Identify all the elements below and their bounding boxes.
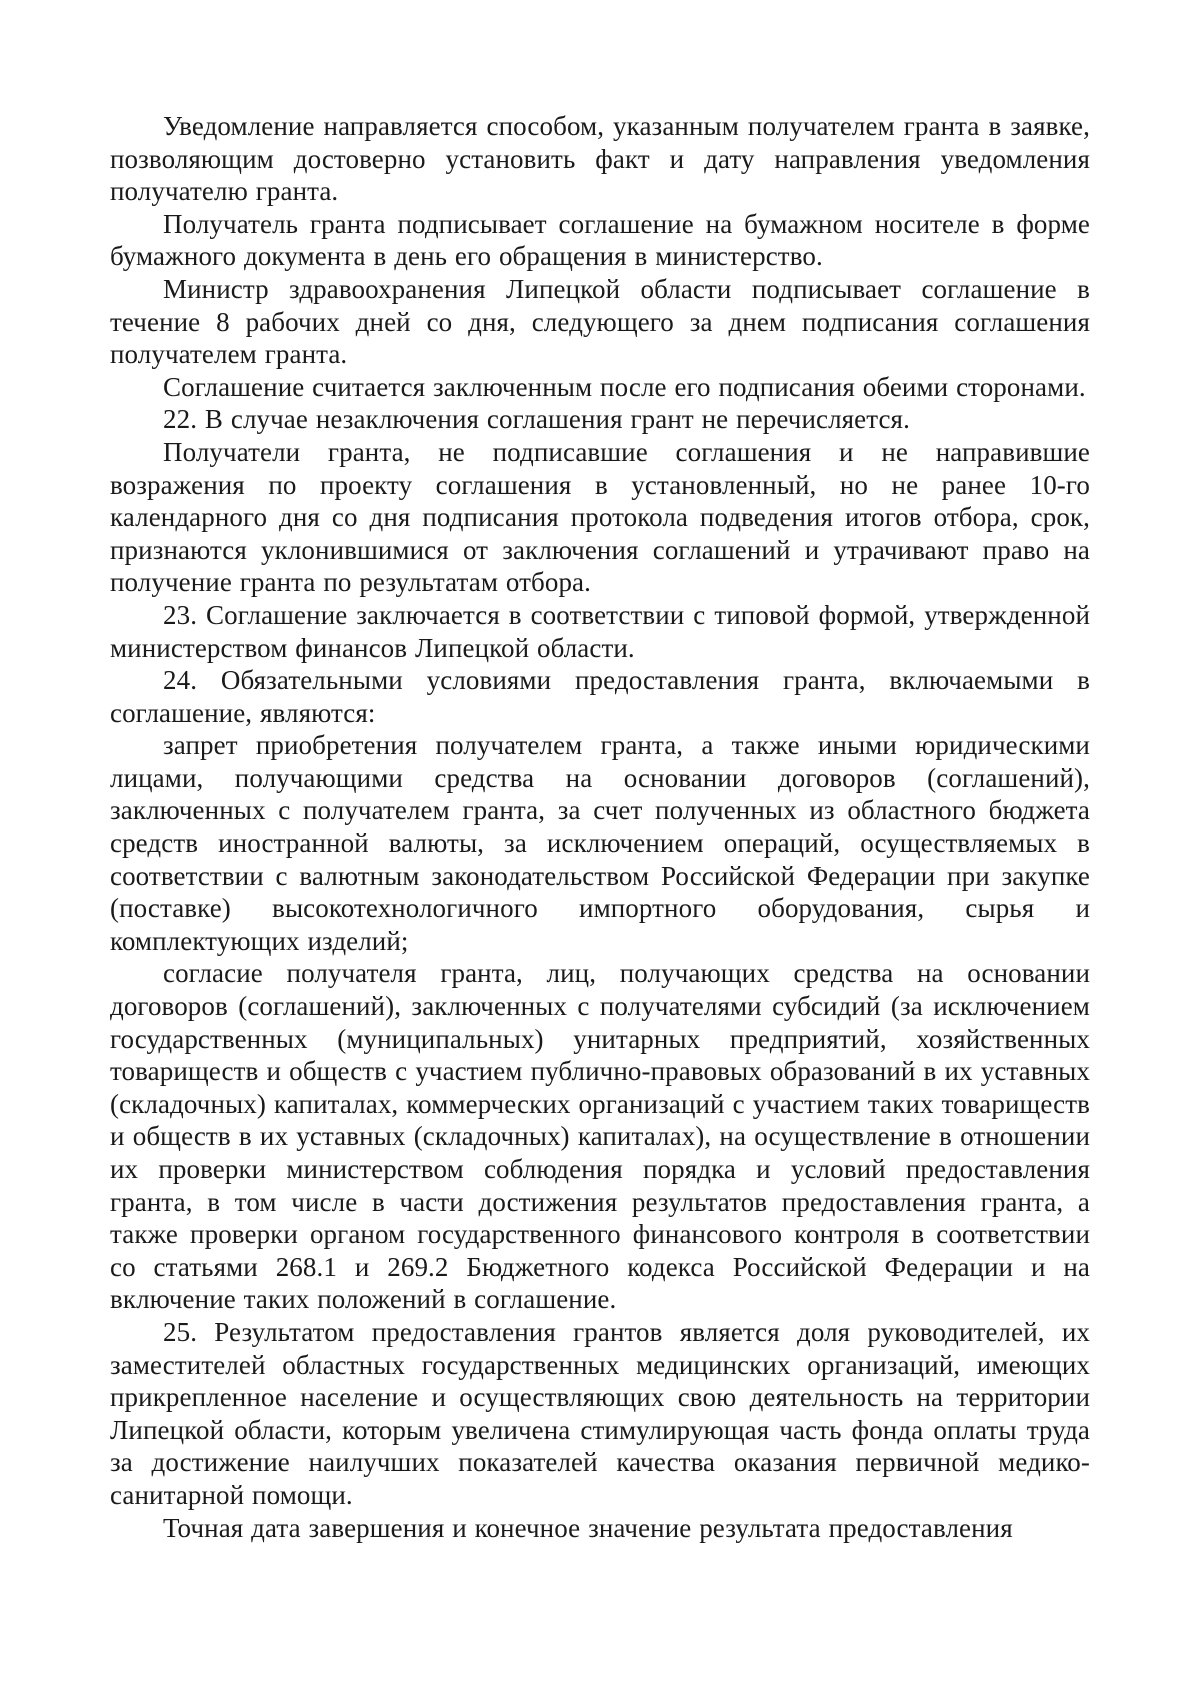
paragraph-item-23: 23. Соглашение заключается в соответствии с типовой формой, утвержденной министерством финансов Липецкой области. [110, 599, 1090, 663]
paragraph-item-25: 25. Результатом предоставления грантов является доля руководителей, их заместителей областных государственных медицинских организаций, имеющих прикрепленное население и осуществляющих свою деятельность на территории Липецкой области, которым увеличена стимулирующая часть фонда оплаты труда за достижение наилучших показателей качества оказания первичной медико-санитарной помощи. [110, 1316, 1090, 1510]
paragraph-result-date: Точная дата завершения и конечное значение результата предоставления [163, 1512, 1013, 1543]
paragraph-audit-consent: согласие получателя гранта, лиц, получающих средства на основании договоров (соглашений), заключенных с получателями субсидий (за исключением государственных (муниципальных) унитарных предприятий, хозяйственных товариществ и обществ с участием публично-правовых образований в их уставных (складочных) капиталах, коммерческих организаций с участием таких товариществ и обществ в их уставных (складочных) капиталах), на осуществление в отношении их проверки министерством соблюдения порядка и условий предоставления гранта, в том числе в части достижения результатов предоставления гранта, а также проверки органом государственного финансового контроля в соответствии со статьями 268.1 и 269.2 Бюджетного кодекса Российской Федерации и на включение таких положений в соглашение. [110, 958, 1090, 1315]
paragraph-minister-signs: Министр здравоохранения Липецкой области подписывает соглашение в течение 8 рабочих дней со дня, следующего за днем подписания соглашения получателем гранта. [110, 273, 1090, 370]
paragraph-notification: Уведомление направляется способом, указанным получателем гранта в заявке, позволяющим достоверно установить факт и дату направления уведомления получателю гранта. [110, 111, 1090, 207]
document-page [110, 110, 1090, 1544]
paragraph-agreement-concluded: Соглашение считается заключенным после его подписания обеими сторонами. [163, 371, 1086, 402]
paragraph-item-24: 24. Обязательными условиями предоставления гранта, включаемыми в соглашение, являются: [110, 665, 1090, 728]
paragraph-item-22: 22. В случае незаключения соглашения грант не перечисляется. [163, 404, 910, 435]
paragraph-recipient-signs: Получатель гранта подписывает соглашение на бумажном носителе в форме бумажного документа в день его обращения в министерство. [110, 208, 1090, 272]
paragraph-currency-ban: запрет приобретения получателем гранта, а также иными юридическими лицами, получающими средства на основании договоров (соглашений), заключенных с получателем гранта, за счет полученных из областного бюджета средств иностранной валюты, за исключением операций, осуществляемых в соответствии с валютным законодательством Российской Федерации при закупке (поставке) высокотехнологичного импортного оборудования, сырья и комплектующих изделий; [110, 730, 1090, 956]
paragraph-recipients-evaded: Получатели гранта, не подписавшие соглашения и не направившие возражения по проекту соглашения в установленный, но не ранее 10-го календарного дня со дня подписания протокола подведения итогов отбора, срок, признаются уклонившимися от заключения соглашений и утрачивают право на получение гранта по результатам отбора. [110, 436, 1090, 598]
